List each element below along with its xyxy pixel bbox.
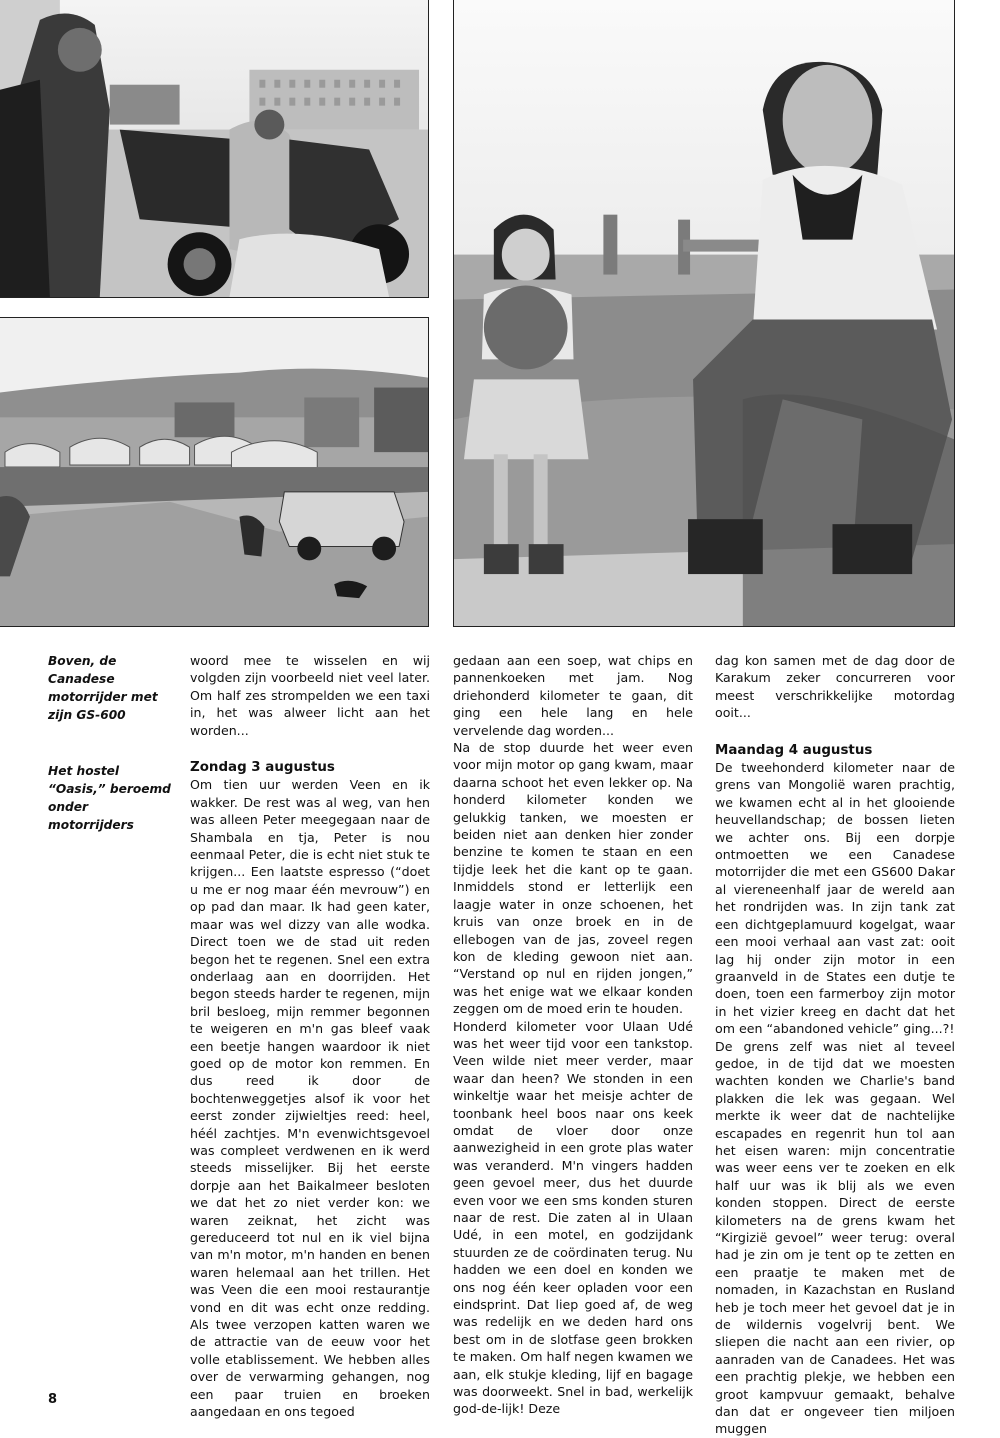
paragraph: woord mee te wisselen en wij volgden zijn voorbeeld niet veel later. Om half zes strompelden we een taxi in, het was alweer licht aan het worden...: [190, 653, 430, 738]
paragraph: De grens zelf was niet al teveel gedoe, in de tijd dat we moesten wachten konden we Charlie's band plakken die lek was gegaan. Wel merkte ik weer dat de nachtelijke escapades en regenrit hun tol aan het eisen waren: mijn concentratie was weer eens ver te zoeken en elk half uur was ik blij als we even konden stoppen. Direct de eerste kilometers na de grens kwam het “Kirgizië gevoel” weer terug: overal had je zin om je tent op te zetten en een praatje te maken met de nomaden, in Kazachstan en Rusland heb je toch meer het gevoel dat je in de wildernis vogelvrij bent. We sliepen die nacht aan een rivier, op aanraden van de Canadees. Het was een prachtig plekje, we hebben een groot kampvuur gemaakt, behalve dan dat er ongeveer tien miljoen muggen: [715, 1038, 955, 1437]
paragraph: Honderd kilometer voor Ulaan Udé was het weer tijd voor een tankstop. Veen wilde niet meer verder, maar waar dan heen? We stonden in een winkeltje waar het meisje achter de toonbank heel boos naar ons keek omdat de vloer door onze aanwezigheid in een grote plas water was veranderd. M'n vingers hadden geen gevoel meer, dus het duurde even voor we een sms konden sturen naar de rest. Die zaten al in Ulaan Udé, in een motel, en godzijdank stuurden ze de coördinaten terug. Nu hadden we een doel en konden we ons nog één keer opladen voor een eindsprint. Dat liep goed af, de weg was redelijk en we deden hard ons best om in de slotfase geen brokken te maken. Om half negen kwamen we aan, elk stukje kleding, lijf en bagage was doorweekt. Snel in bad, werkelijk god-de-lijk! Deze: [453, 1018, 693, 1417]
hostel-image: [0, 318, 428, 626]
page-number: 8: [48, 1392, 58, 1407]
paragraph: De tweehonderd kilometer naar de grens van Mongolië waren prachtig, we kwamen echt al in het glooiende heuvellandschap; de bossen lieten we achter ons. Bij een dorpje ontmoetten we een Canadese motorrijder die met een GS600 Dakar al viereneenhalf jaar de wereld aan het rondrijden was. In zijn tank zat een dichtgeplamuurd kogelgat, waar een mooi verhaal aan vast zat: ooit lag hij onder zijn motor in een graanveld in de States een dutje te doen, toen een farmerboy zijn motor in het vizier kreeg en dacht dat het om een “abandoned vehicle” ging...?!: [715, 760, 955, 1037]
section-heading-zondag: Zondag 3 augustus: [190, 760, 335, 776]
caption-hostel-oasis: Het hostel “Oasis,” beroemd onder motorrijders: [48, 764, 171, 832]
portrait-photo: [453, 0, 955, 627]
paragraph: Na de stop duurde het weer even voor mijn motor op gang kwam, maar daarna schoot het even lekker op. Na honderd kilometer konden we gelukkig tanken, we moesten er beiden niet aan denken hier zonder benzine te komen te staan en een tijdje leek het die kant op te gaan. Inmiddels stond er letterlijk een laagje water in onze schoenen, het kruis van onze broek en in de ellebogen van de jas, zoveel regen kon de kleding gewoon niet aan. “Verstand op nul en rijden jongen,” was het enige wat we elkaar konden zeggen om de moed erin te houden.: [453, 740, 693, 1017]
hostel-photo: [0, 317, 429, 627]
portrait-image: [454, 0, 954, 626]
paragraph: gedaan aan een soep, wat chips en pannenkoeken met jam. Nog driehonderd kilometer te gaan, dit ging een hele lang en hele vervelende dag worden...: [453, 653, 693, 738]
text-column-3: [715, 652, 955, 1438]
paragraph: dag kon samen met de dag door de Karakum zeker concurreren voor meest verschrikkelijke motordag ooit...: [715, 653, 955, 721]
caption-canadian-rider: Boven, de Canadese motorrijder met zijn GS-600: [48, 654, 158, 722]
text-column-1: [190, 652, 430, 1420]
photo-captions: [48, 652, 176, 834]
section-heading-maandag: Maandag 4 augustus: [715, 742, 873, 758]
motorcyclists-photo: [0, 0, 429, 298]
paragraph: Om tien uur werden Veen en ik wakker. De rest was al weg, van hen was alleen Peter meegegaan naar de Shambala en tja, Peter is nou eenmaal Peter, die is echt niet stuk te krijgen... Een laatste espresso (“doet u me er nog maar één mevrouw”) en op pad dan maar. Ik had geen kater, maar was wel dizzy van alle wodka. Direct toen we de stad uit reden begon het te regenen. Snel een extra onderlaag aan en doorrijden. Het begon steeds harder te regenen, mijn bril besloeg, mijn remmer begonnen te weigeren en m'n gas bleef vaak een beetje hangen waardoor ik niet goed op de motor kon remmen. En dus reed ik door de bochtenweggetjes alsof ik voor het eerst zonder zijwieltjes reed: heel, héél zachtjes. M'n evenwichtsgevoel was compleet verdwenen en ik werd steeds misselijker. Bij het eerste dorpje aan het Baikalmeer besloten we dat het zo niet verder kon: we waren zeiknat, het zicht was gereduceerd tot nul en ik viel bijna van m'n motor, m'n handen en benen waren helemaal aan het trillen. Het was Veen die een mooi restaurantje vond en dit was echt onze redding. Als twee verzopen katten waren we de attractie van de eeuw voor het volle etablissement. We hebben alles over de verwarming gehangen, nog een paar truien en broeken aangedaan en ons tegoed: [190, 777, 430, 1420]
motorcyclists-image: [0, 0, 428, 297]
text-column-2: [453, 652, 693, 1418]
